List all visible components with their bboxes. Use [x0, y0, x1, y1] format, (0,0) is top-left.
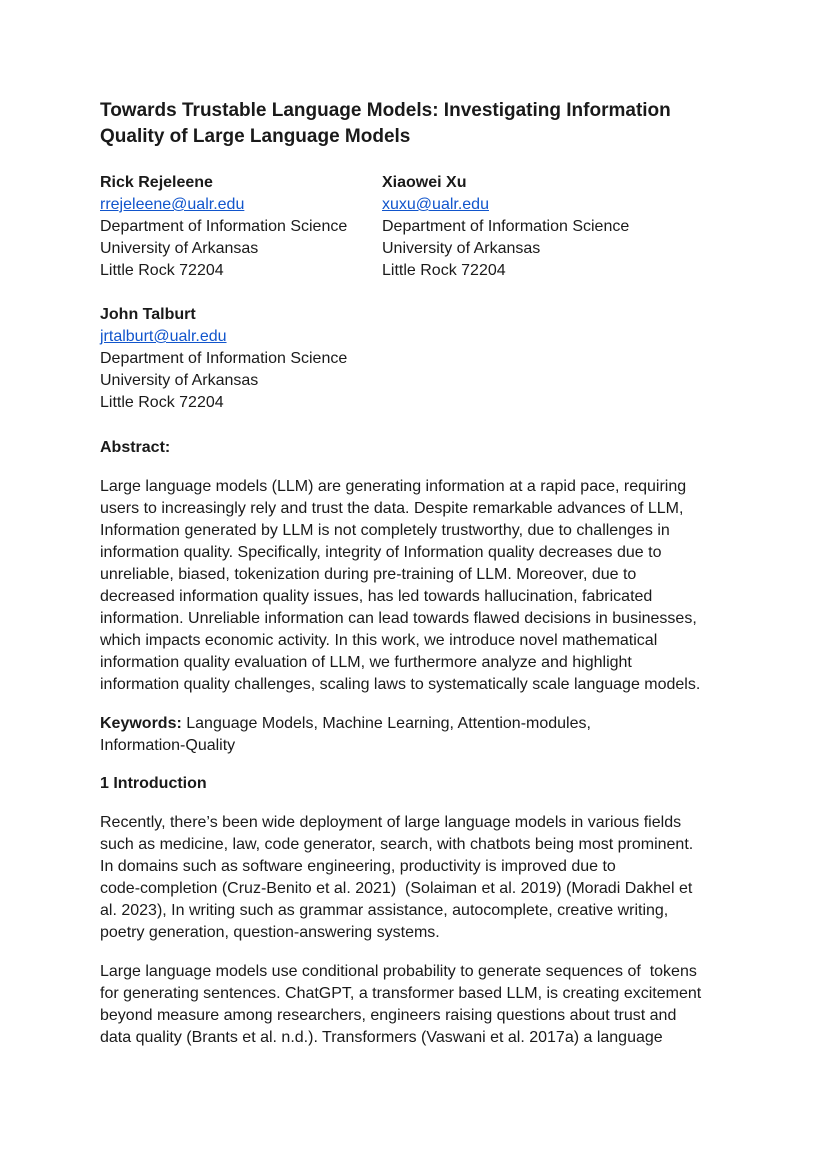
- author-block: [382, 172, 629, 282]
- text-line: decreased information quality issues, has led towards hallucination, fabricated: [100, 588, 653, 605]
- text-line: al. 2023), In writing such as grammar assistance, autocomplete, creative writing,: [100, 902, 669, 919]
- title-line: Quality of Large Language Models: [100, 126, 411, 147]
- author-name: Rick Rejeleene: [100, 174, 213, 191]
- text-line: Large language models (LLM) are generating information at a rapid pace, requiring: [100, 478, 687, 495]
- author-department: Department of Information Science: [100, 218, 348, 235]
- text-line: for generating sentences. ChatGPT, a transformer based LLM, is creating excitement: [100, 985, 702, 1002]
- author-university: University of Arkansas: [100, 240, 259, 257]
- author-city: Little Rock 72204: [382, 262, 506, 279]
- author-city: Little Rock 72204: [100, 262, 224, 279]
- text-line: Large language models use conditional probability to generate sequences of tokens: [100, 963, 697, 980]
- text-line: which impacts economic activity. In this work, we introduce novel mathematical: [100, 632, 658, 649]
- text-line: information quality challenges, scaling laws to systematically scale language models.: [100, 676, 701, 693]
- author-university: University of Arkansas: [382, 240, 541, 257]
- abstract-text: [100, 476, 740, 696]
- text-line: unreliable, biased, tokenization during pre-training of LLM. Moreover, due to: [100, 566, 637, 583]
- keywords: [100, 713, 740, 757]
- text-line: information quality evaluation of LLM, we furthermore analyze and highlight: [100, 654, 632, 671]
- author-block: [100, 304, 347, 414]
- author-block: [100, 172, 347, 282]
- keywords-label: Keywords:: [100, 715, 182, 732]
- keywords-text: Language Models, Machine Learning, Attention-modules,: [181, 715, 591, 732]
- author-name: Xiaowei Xu: [382, 174, 467, 191]
- paper-title: [100, 98, 740, 150]
- author-department: Department of Information Science: [382, 218, 630, 235]
- author-email-link[interactable]: jrtalburt@ualr.edu: [100, 328, 227, 345]
- text-line: poetry generation, question-answering systems.: [100, 924, 440, 941]
- abstract-heading: Abstract:: [100, 439, 171, 456]
- author-city: Little Rock 72204: [100, 394, 224, 411]
- text-line: Recently, there’s been wide deployment of large language models in various fields: [100, 814, 682, 831]
- intro-paragraph: [100, 812, 740, 944]
- text-line: information quality. Specifically, integrity of Information quality decreases due to: [100, 544, 662, 561]
- text-line: users to increasingly rely and trust the data. Despite remarkable advances of LLM,: [100, 500, 684, 517]
- text-line: such as medicine, law, code generator, search, with chatbots being most prominent.: [100, 836, 694, 853]
- introduction-heading: 1 Introduction: [100, 775, 207, 792]
- author-university: University of Arkansas: [100, 372, 259, 389]
- title-line: Towards Trustable Language Models: Investigating Information: [100, 100, 671, 121]
- text-line: code-completion (Cruz-Benito et al. 2021) (Solaiman et al. 2019) (Moradi Dakhel et: [100, 880, 693, 897]
- author-email-link[interactable]: xuxu@ualr.edu: [382, 196, 489, 213]
- text-line: beyond measure among researchers, engineers raising questions about trust and: [100, 1007, 677, 1024]
- text-line: information. Unreliable information can lead towards flawed decisions in businesses,: [100, 610, 697, 627]
- author-department: Department of Information Science: [100, 350, 348, 367]
- text-line: data quality (Brants et al. n.d.). Transformers (Vaswani et al. 2017a) a language: [100, 1029, 663, 1046]
- keywords-line: Information-Quality: [100, 737, 236, 754]
- intro-paragraph: [100, 961, 740, 1049]
- text-line: In domains such as software engineering, productivity is improved due to: [100, 858, 616, 875]
- author-name: John Talburt: [100, 306, 196, 323]
- text-line: Information generated by LLM is not completely trustworthy, due to challenges in: [100, 522, 670, 539]
- author-email-link[interactable]: rrejeleene@ualr.edu: [100, 196, 245, 213]
- keywords-line: [100, 713, 740, 735]
